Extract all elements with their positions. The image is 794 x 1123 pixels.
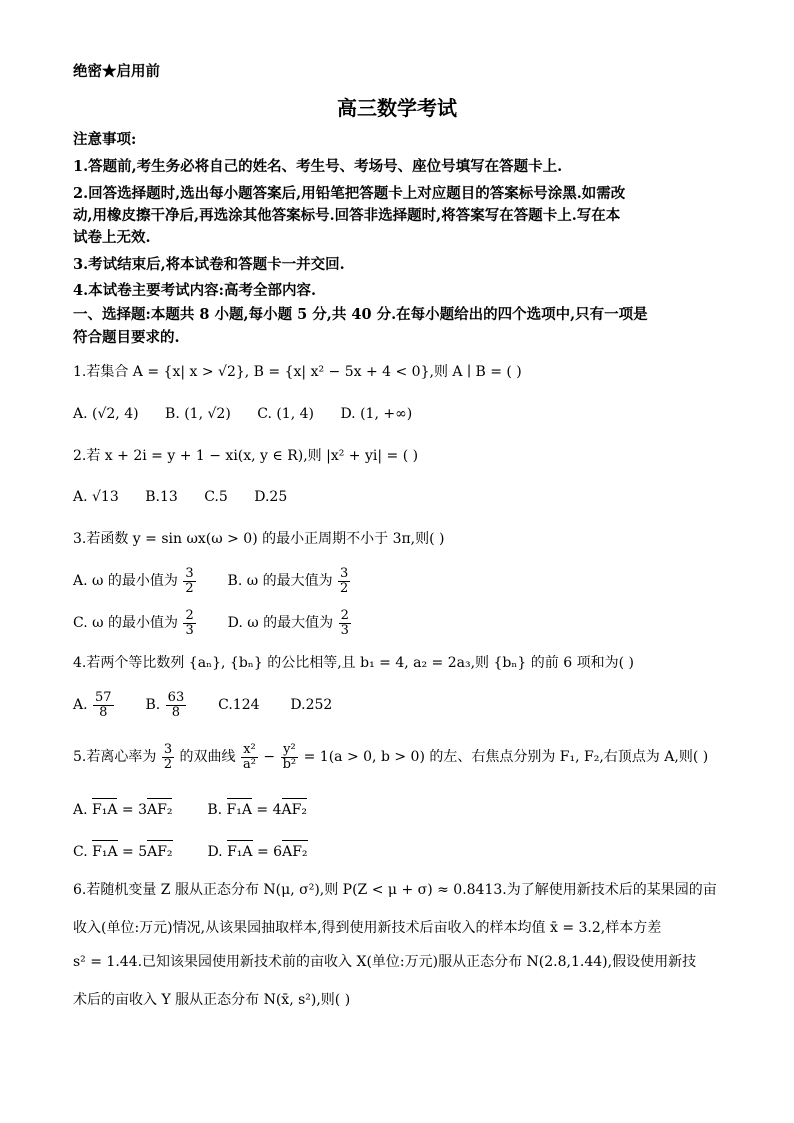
- question-4-stem: 4.若两个等比数列 {aₙ}, {bₙ} 的公比相等,且 b₁ = 4, a₂ = 2a₃,则 {bₙ} 的前 6 项和为( ): [73, 655, 634, 671]
- option-d: D. F₁A = 6AF₂: [207, 844, 308, 860]
- question-3-options-row2: [73, 608, 352, 638]
- notice-item: 3.考试结束后,将本试卷和答题卡一并交回.: [73, 256, 345, 273]
- option-d: D.252: [290, 697, 333, 713]
- question-3-stem: 3.若函数 y = sin ωx(ω > 0) 的最小正周期不小于 3π,则( ): [73, 531, 445, 547]
- fraction: $\frac{63}{8}$: [167, 689, 185, 720]
- option-a: A. √13: [73, 489, 119, 505]
- notice-heading: 注意事项:: [73, 131, 137, 148]
- fraction: $\frac{3}{2}$: [185, 565, 194, 596]
- notice-item: 2.回答选择题时,选出每小题答案后,用铅笔把答题卡上对应题目的答案标号涂黑.如需改: [73, 185, 626, 202]
- option-b: B. $\frac{63}{8}$: [145, 689, 185, 720]
- question-6-line: 收入(单位:万元)情况,从该果园抽取样本,得到使用新技术后亩收入的样本均值 x̄ = 3.2,样本方差: [73, 920, 662, 936]
- question-5-stem: 5.若离心率为 $\frac{3}{2}$ 的双曲线 $\frac{\text{x²}}{\text{a²}}$ − $\frac{\text{y²}}{\text{b²}}$ = 1(a > 0, b > 0) 的左、右焦点分别为 F₁, F₂,右顶点为 A,则( ): [73, 741, 709, 772]
- option-d: D.25: [254, 489, 288, 505]
- fraction: $\frac{3}{2}$: [340, 565, 349, 596]
- vector: F₁A: [226, 802, 252, 818]
- notice-item: 试卷上无效.: [73, 229, 151, 246]
- page-title: 高三数学考试: [337, 96, 457, 120]
- vector: F₁A: [92, 844, 118, 860]
- notice-item: 1.答题前,考生务必将自己的姓名、考生号、考场号、座位号填写在答题卡上.: [73, 158, 563, 175]
- option-c: C. ω 的最小值为 $\frac{2}{3}$: [73, 607, 194, 638]
- question-4-options: [73, 690, 332, 720]
- option-d: D. (1, +∞): [340, 406, 413, 422]
- question-1-options: [73, 404, 434, 424]
- option-d: D. ω 的最大值为 $\frac{2}{3}$: [227, 607, 349, 638]
- question-2-stem: 2.若 x + 2i = y + 1 − xi(x, y ∈ R),则 |x² + yi| = ( ): [73, 448, 419, 464]
- option-b: B. ω 的最大值为 $\frac{3}{2}$: [227, 565, 349, 596]
- section-heading: 一、选择题:本题共 8 小题,每小题 5 分,共 40 分.在每小题给出的四个选项中,只有一项是: [73, 306, 648, 323]
- question-3-options-row1: [73, 566, 351, 596]
- option-b: B. F₁A = 4AF₂: [207, 802, 307, 818]
- question-5-options-row1: [73, 800, 307, 820]
- question-6-line: s² = 1.44.已知该果园使用新技术前的亩收入 X(单位:万元)服从正态分布 N(2.8,1.44),假设使用新技: [73, 954, 697, 970]
- vector: AF₂: [147, 802, 173, 818]
- secret-mark: 绝密★启用前: [73, 63, 160, 80]
- eccentricity-fraction: $\frac{3}{2}$: [163, 741, 173, 772]
- option-a: A. $\frac{57}{8}$: [73, 689, 112, 720]
- option-b: B.13: [145, 489, 178, 505]
- fraction: $\frac{2}{3}$: [185, 607, 194, 638]
- vector: F₁A: [227, 844, 253, 860]
- fraction: $\frac{57}{8}$: [95, 689, 112, 720]
- question-1-stem: 1.若集合 A = {x| x > √2}, B = {x| x² − 5x + 4 < 0},则 A ∣ B = ( ): [73, 364, 522, 380]
- vector: AF₂: [281, 802, 307, 818]
- option-a: A. (√2, 4): [73, 406, 139, 422]
- notice-item: 4.本试卷主要考试内容:高考全部内容.: [73, 282, 317, 299]
- option-b: B. (1, √2): [165, 406, 231, 422]
- option-c: C. F₁A = 5AF₂: [73, 844, 173, 860]
- question-5-options-row2: [73, 842, 308, 862]
- question-2-options: [73, 487, 309, 507]
- option-c: C. (1, 4): [257, 406, 314, 422]
- option-a: A. ω 的最小值为 $\frac{3}{2}$: [73, 565, 194, 596]
- option-c: C.5: [204, 489, 228, 505]
- question-6-line: 6.若随机变量 Z 服从正态分布 N(μ, σ²),则 P(Z < μ + σ) ≈ 0.8413.为了解使用新技术后的某果园的亩: [73, 882, 717, 898]
- vector: AF₂: [147, 844, 173, 860]
- fraction: $\frac{2}{3}$: [340, 607, 349, 638]
- notice-item: 动,用橡皮擦干净后,再选涂其他答案标号.回答非选择题时,将答案写在答题卡上.写在本: [73, 207, 621, 224]
- option-a: A. F₁A = 3AF₂: [73, 802, 173, 818]
- vector: AF₂: [282, 844, 308, 860]
- vector: F₁A: [92, 802, 118, 818]
- option-c: C.124: [218, 697, 260, 713]
- x-fraction: $\frac{\text{x²}}{\text{a²}}$: [243, 741, 256, 772]
- y-fraction: $\frac{\text{y²}}{\text{b²}}$: [282, 741, 297, 772]
- question-6-line: 术后的亩收入 Y 服从正态分布 N(x̄, s²),则( ): [73, 992, 351, 1008]
- section-heading-cont: 符合题目要求的.: [73, 329, 180, 346]
